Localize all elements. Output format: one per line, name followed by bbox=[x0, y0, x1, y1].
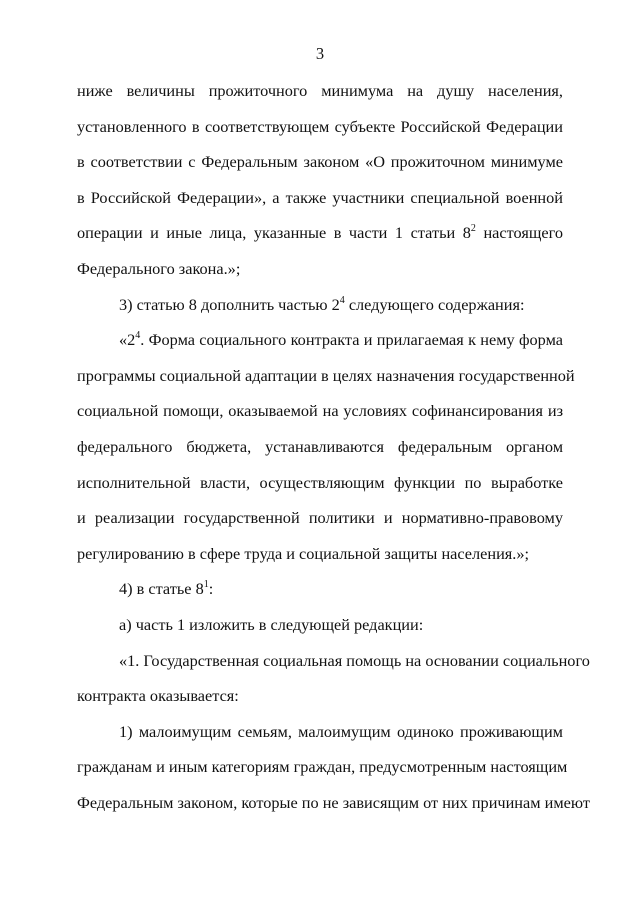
superscript: 2 bbox=[470, 223, 476, 235]
paragraph-continuation bbox=[77, 73, 563, 287]
text-line: установленного в соответствующем субъекте Российской Федерации bbox=[77, 116, 563, 136]
text-line: 1) малоимущим семьям, малоимущим одиноко проживающим bbox=[119, 721, 563, 741]
text-fragment: «2 bbox=[119, 330, 136, 350]
text-line: федерального бюджета, устанавливаются федеральным органом bbox=[77, 436, 563, 456]
text-line: в соответствии с Федеральным законом «О прожиточном минимуме bbox=[77, 152, 563, 172]
paragraph-quote-part-2-4 bbox=[77, 322, 575, 571]
page-number: 3 bbox=[315, 44, 325, 63]
paragraph-quote-part-1 bbox=[77, 643, 590, 714]
text-line bbox=[77, 322, 563, 358]
text-line: «1. Государственная социальная помощь на основании социального bbox=[119, 650, 590, 670]
text-line: Федерального закона.»; bbox=[77, 258, 241, 278]
paragraph-item-3 bbox=[77, 287, 563, 323]
text-line bbox=[77, 215, 563, 251]
superscript: 1 bbox=[203, 579, 209, 591]
superscript: 4 bbox=[135, 330, 141, 342]
superscript: 4 bbox=[339, 294, 345, 306]
text-line: ниже величины прожиточного минимума на душу населения, bbox=[77, 81, 563, 100]
text-fragment: 3) статью 8 дополнить частью 2 bbox=[119, 294, 340, 314]
text-fragment: следующего содержания: bbox=[344, 294, 525, 314]
text-line: в Российской Федерации», а также участники специальной военной bbox=[77, 187, 563, 207]
text-fragment: операции и иные лица, указанные в части 1 статьи 8 bbox=[77, 223, 471, 243]
text-line: гражданам и иным категориям граждан, предусмотренным настоящим bbox=[77, 757, 568, 777]
text-fragment: настоящего bbox=[475, 223, 564, 243]
text-line: и реализации государственной политики и нормативно-правовому bbox=[77, 508, 563, 528]
text-line: исполнительной власти, осуществляющим функции по выработке bbox=[77, 472, 563, 492]
text-line: социальной помощи, оказываемой на условиях софинансирования из bbox=[77, 401, 563, 421]
paragraph-list-item-1 bbox=[77, 714, 590, 821]
text-fragment: : bbox=[208, 579, 214, 599]
text-line: контракта оказывается: bbox=[77, 686, 239, 706]
paragraph-subitem-a: а) часть 1 изложить в следующей редакции: bbox=[119, 614, 424, 634]
paragraph-item-4 bbox=[77, 571, 563, 607]
text-fragment: . Форма социального контракта и прилагаемая к нему форма bbox=[140, 330, 563, 350]
text-line: программы социальной адаптации в целях назначения государственной bbox=[77, 365, 575, 385]
text-line: регулированию в сфере труда и социальной защиты населения.»; bbox=[77, 543, 530, 563]
text-line: Федеральным законом, которые по не зависящим от них причинам имеют bbox=[77, 792, 590, 812]
document-body bbox=[77, 73, 590, 820]
text-fragment: 4) в статье 8 bbox=[119, 579, 204, 599]
